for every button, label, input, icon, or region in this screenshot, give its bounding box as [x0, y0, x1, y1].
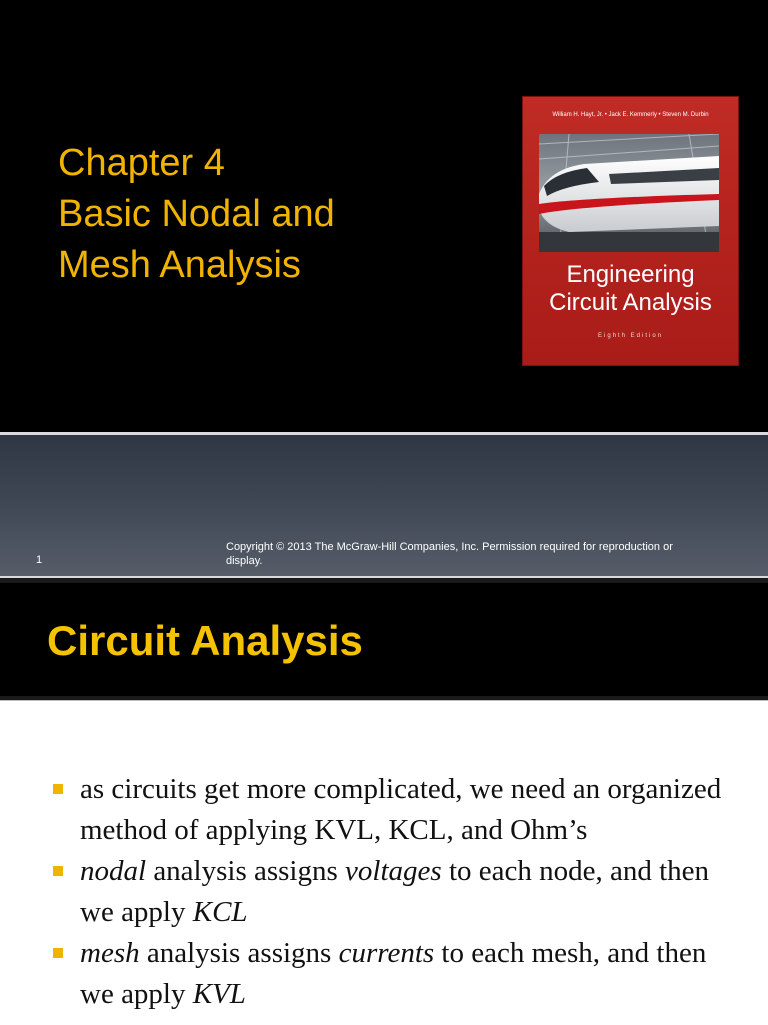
- bullet-text: as circuits get more complicated, we need an organized method of applying KVL, KCL, and Ohm’s: [80, 773, 722, 846]
- slide-2-body: [0, 700, 768, 1025]
- bullet-list: [52, 769, 742, 1015]
- copyright-notice: Copyright © 2013 The McGraw-Hill Companies, Inc. Permission required for reproduction or display.: [226, 541, 673, 567]
- list-item: [52, 933, 742, 1015]
- list-item: [52, 769, 742, 851]
- book-title-line: Engineering: [566, 261, 695, 288]
- term-kvl: KVL: [192, 978, 246, 1010]
- train-image: [539, 134, 719, 252]
- bullet-marker: [53, 948, 63, 958]
- book-cover: [522, 96, 739, 366]
- term-mesh: mesh: [80, 937, 140, 969]
- term-voltages: voltages: [345, 855, 442, 887]
- title-line: Mesh Analysis: [58, 244, 301, 286]
- book-edition: Eighth Edition: [597, 333, 664, 339]
- book-title: [523, 261, 738, 317]
- book-authors: William H. Hayt, Jr. • Jack E. Kemmerly • Steven M. Durbin: [552, 112, 709, 118]
- slide-footer: [0, 432, 768, 578]
- train-photo: [539, 134, 719, 252]
- term-currents: currents: [338, 937, 435, 969]
- slide-1: [0, 0, 768, 432]
- slide-2-header: [0, 583, 768, 696]
- list-item: [52, 851, 742, 933]
- bullet-marker: [53, 784, 63, 794]
- slide-title: [58, 138, 335, 291]
- title-line: Basic Nodal and: [58, 193, 335, 235]
- bullet-text: to each mesh, and then we apply: [80, 937, 707, 1010]
- bullet-marker: [53, 866, 63, 876]
- bullet-text: to each node, and then we apply: [80, 855, 710, 928]
- bullet-text: analysis assigns: [139, 937, 339, 969]
- bullet-text: analysis assigns: [146, 855, 346, 887]
- page-number: 1: [36, 554, 43, 566]
- term-kcl: KCL: [192, 896, 248, 928]
- book-title-line: Circuit Analysis: [549, 289, 712, 316]
- title-line: Chapter 4: [58, 142, 225, 184]
- term-nodal: nodal: [80, 855, 147, 887]
- slide-2-title: Circuit Analysis: [47, 617, 363, 664]
